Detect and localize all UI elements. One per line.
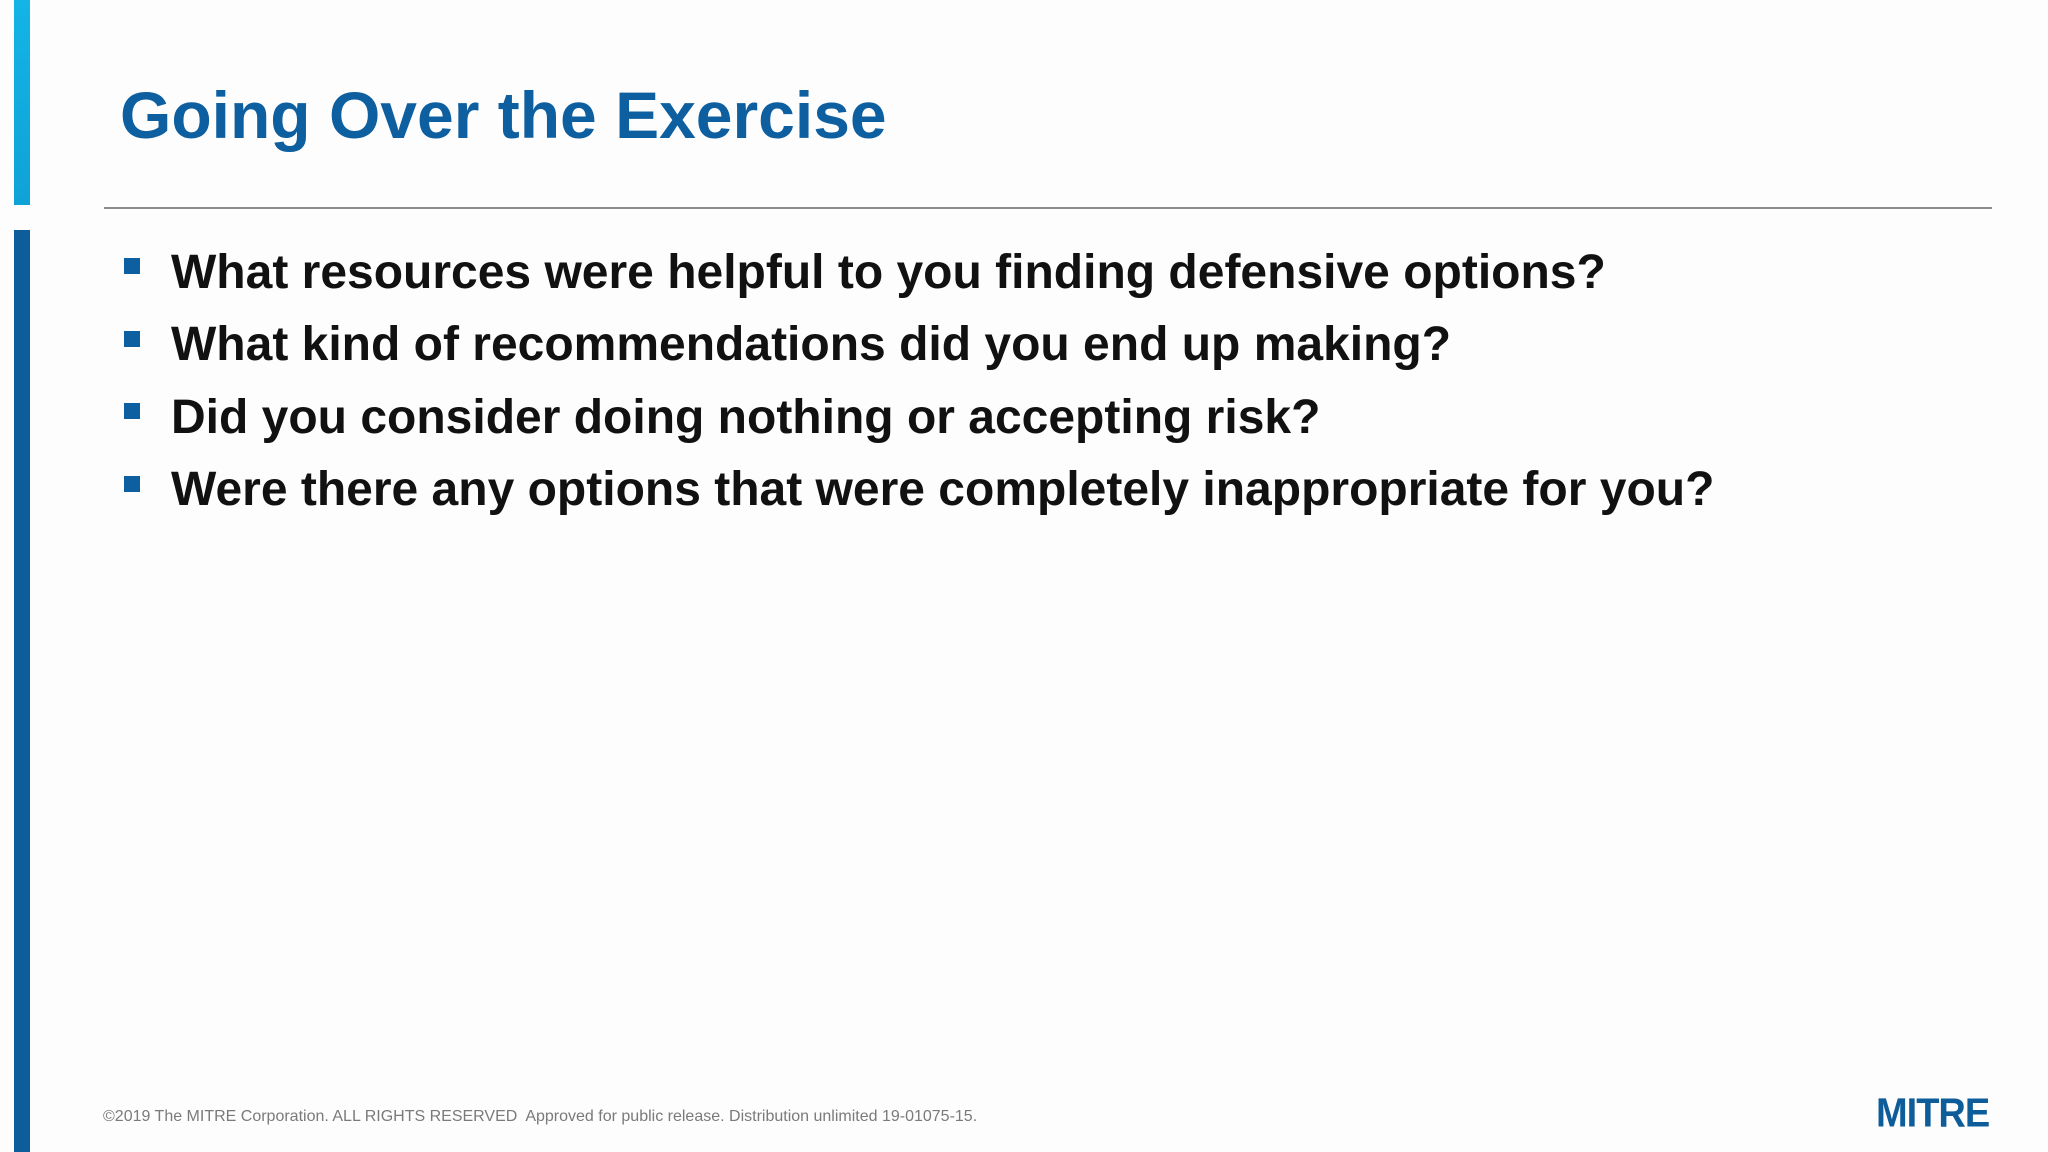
bullet-list (124, 236, 1714, 526)
title-divider (104, 207, 1992, 209)
bullet-item (124, 454, 1714, 527)
bullet-item (124, 381, 1714, 454)
square-bullet-icon (124, 258, 140, 274)
slide-title: Going Over the Exercise (120, 78, 887, 152)
accent-bar-top (14, 0, 30, 205)
bullet-text: What kind of recommendations did you end up making? (171, 318, 1452, 372)
copyright-footer: ©2019 The MITRE Corporation. ALL RIGHTS RESERVED Approved for public release. Distribution unlimited 19-01075-15. (103, 1108, 978, 1125)
bullet-text: Were there any options that were completely inappropriate for you? (171, 463, 1715, 517)
mitre-logo: MITRE (1876, 1090, 1990, 1137)
accent-bar-main (14, 230, 30, 1152)
square-bullet-icon (124, 331, 140, 347)
bullet-item (124, 236, 1714, 309)
bullet-item (124, 309, 1714, 382)
square-bullet-icon (124, 403, 140, 419)
bullet-text: What resources were helpful to you finding defensive options? (171, 245, 1606, 299)
square-bullet-icon (124, 476, 140, 492)
bullet-text: Did you consider doing nothing or accepting risk? (171, 390, 1321, 444)
